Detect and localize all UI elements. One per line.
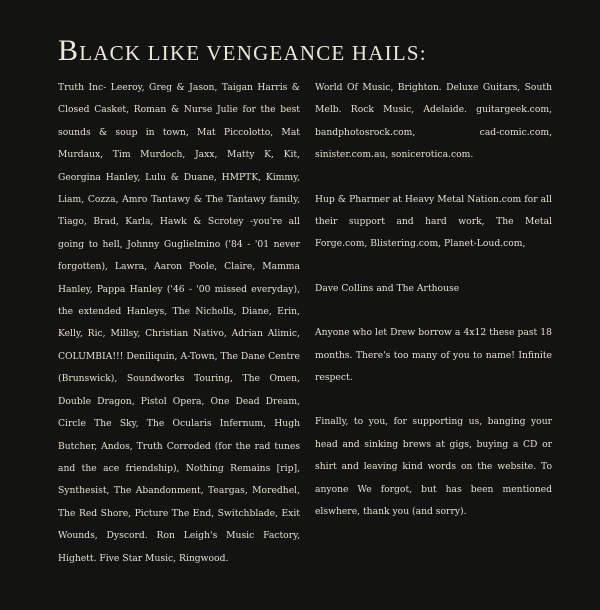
stores-paragraph: World Of Music, Brighton. Deluxe Guitars, South Melb. Rock Music, Adelaide. guitargeek.com, bandphotosrock.com, cad-comic.com, sinister.com.au, sonicerotica.com. [315,82,552,161]
right-column [315,77,552,524]
title-initial: B [58,34,80,67]
spacer [315,256,552,278]
thanks-list-paragraph: Truth Inc- Leeroy, Greg & Jason, Taigan Harris & Closed Casket, Roman & Nurse Julie for the best sounds & soup in town, Mat Piccolotto, Mat Murdaux, Tim Murdoch, Jaxx, Matty K, Kit, Georgina Hanley, Lulu & Duane, HMPTK, Kimmy, Liam, Cozza, Amro Tantawy & The Tantawy family, Tiago, Brad, Karla, Hawk & Scrotey -you're all going to hell, Johnny Guglielmino ('84 - '01 never forgotten), Lawra, Aaron Poole, Claire, Mamma Hanley, Pappa Hanley ('46 - '00 missed everyday), the extended Hanleys, The Nicholls, Diane, Erin, Kelly, Ric, Millsy, Christian Nativo, Adrian Alimic, COLUMBIA!!! Deniliquin, A-Town, The Dane Centre (Brunswick), Soundworks Touring, The Omen, Double Dragon, Pistol Opera, One Dead Dream, Circle The Sky, The Ocularis Infernum, Hugh Butcher, Andos, Truth Corroded (for the rad tunes and the ace friendship), Nothing Remains [rip], Synthesist, The Abandonment, Teargas, Moredhel, The Red Shore, Picture The End, Switchblade, Exit Wounds, Dyscord. Ron Leigh's Music Factory, Highett. Five Star Music, Ringwood. [58,82,300,564]
spacer [315,300,552,322]
spacer [315,389,552,411]
dave-paragraph: Dave Collins and The Arthouse [315,282,460,294]
left-column [58,77,300,570]
spacer [315,167,552,189]
anyone-paragraph: Anyone who let Drew borrow a 4x12 these past 18 months. There's too many of you to name! Infinite respect. [315,327,552,384]
hup-paragraph: Hup & Pharmer at Heavy Metal Nation.com for all their support and hard work, The Metal Forge.com, Blistering.com, Planet-Loud.com, [315,193,552,250]
finally-paragraph: Finally, to you, for supporting us, banging your head and sinking brews at gigs, buying a CD or shirt and leaving kind words on the website. To anyone We forgot, but has been mentioned elswhere, thank you (and sorry). [315,416,552,518]
page-title [58,34,427,68]
title-rest: LACK LIKE VENGEANCE HAILS: [79,41,427,65]
